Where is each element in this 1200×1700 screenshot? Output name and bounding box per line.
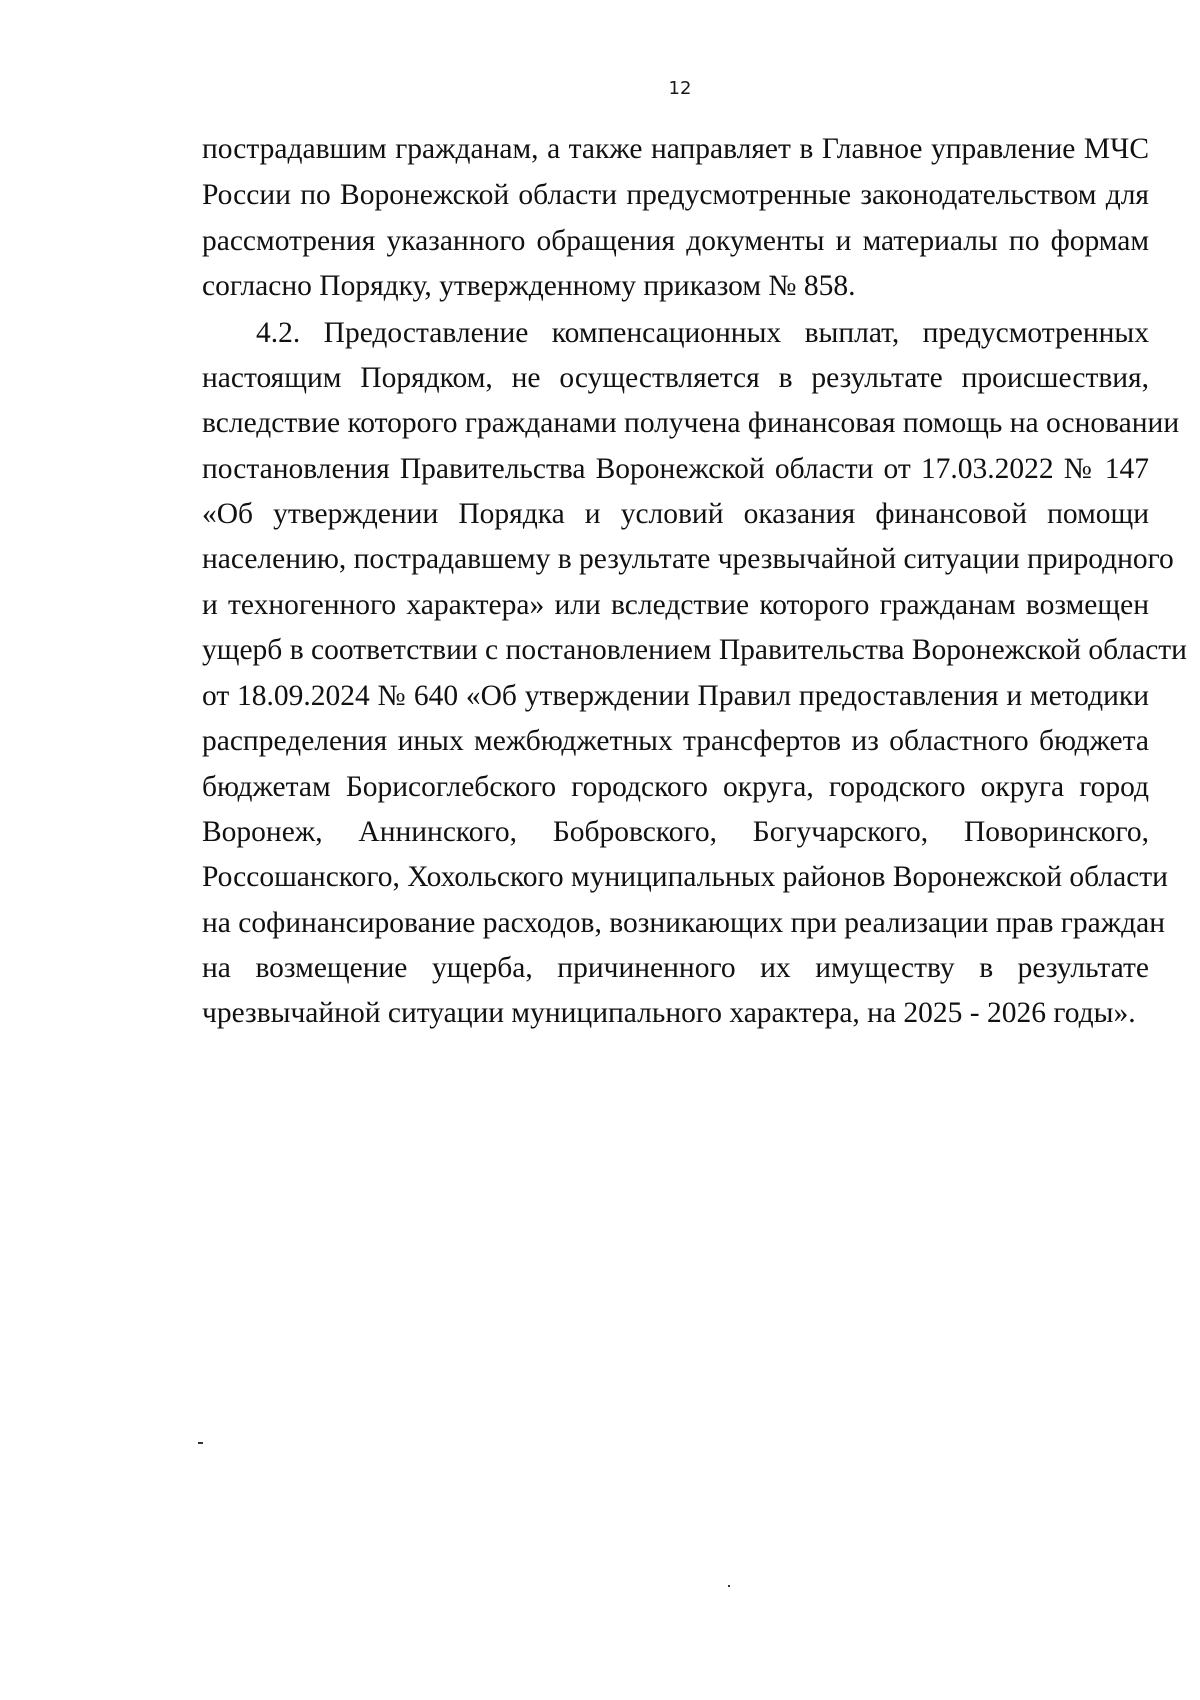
text-line: Россошанского, Хохольского муниципальных районов Воронежской области — [202, 861, 1168, 893]
text-line: ущерб в соответствии с постановлением Правительства Воронежской области — [202, 634, 1187, 666]
text-line: на возмещение ущерба, причиненного их имуществу в результате — [202, 952, 1149, 984]
text-line: постановления Правительства Воронежской области от 17.03.2022 № 147 — [202, 453, 1149, 485]
text-line: 4.2. Предоставление компенсационных выплат, предусмотренных — [256, 317, 1149, 349]
text-line: от 18.09.2024 № 640 «Об утверждении Правил предоставления и методики — [202, 680, 1149, 712]
text-line: рассмотрения указанного обращения документы и материалы по формам — [202, 225, 1149, 257]
text-line: и техногенного характера» или вследствие которого гражданам возмещен — [202, 589, 1149, 621]
text-line: на софинансирование расходов, возникающих при реализации прав граждан — [202, 907, 1165, 939]
text-line: «Об утверждении Порядка и условий оказания финансовой помощи — [202, 498, 1149, 530]
text-line: Воронеж, Аннинского, Бобровского, Богучарского, Поворинского, — [202, 816, 1149, 848]
text-line: чрезвычайной ситуации муниципального характера, на 2025 - 2026 годы». — [202, 997, 1136, 1029]
text-line: согласно Порядку, утвержденному приказом № 858. — [202, 270, 856, 302]
text-line: вследствие которого гражданами получена финансовая помощь на основании — [202, 407, 1180, 439]
scan-mark — [728, 1585, 730, 1587]
page-number: 12 — [668, 78, 692, 99]
text-line: распределения иных межбюджетных трансфертов из областного бюджета — [202, 725, 1149, 757]
text-line: России по Воронежской области предусмотренные законодательством для — [202, 179, 1149, 211]
text-line: населению, пострадавшему в результате чрезвычайной ситуации природного — [202, 543, 1174, 575]
text-line: пострадавшим гражданам, а также направляет в Главное управление МЧС — [202, 133, 1149, 165]
text-line: настоящим Порядком, не осуществляется в результате происшествия, — [202, 362, 1149, 394]
scan-mark — [198, 1442, 203, 1444]
text-line: бюджетам Борисоглебского городского округа, городского округа город — [202, 771, 1149, 803]
